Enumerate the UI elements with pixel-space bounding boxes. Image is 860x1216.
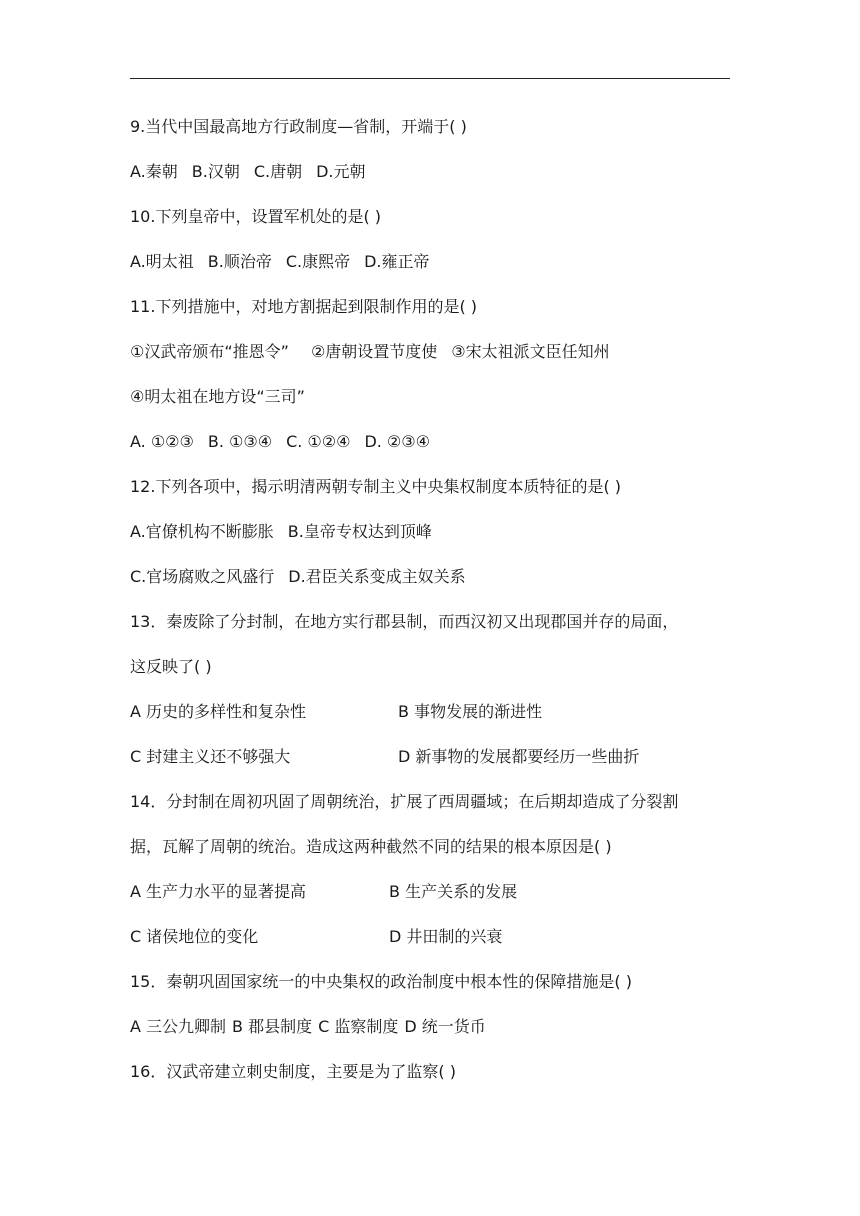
question-15-stem: 15．秦朝巩固国家统一的中央集权的政治制度中根本性的保障措施是( )	[130, 972, 632, 991]
option-a: A.明太祖	[130, 252, 194, 271]
question-15-options	[130, 1012, 730, 1057]
question-11-options	[130, 427, 730, 472]
option-a: A. ①②③	[130, 432, 194, 451]
header-rule	[130, 78, 730, 79]
question-12-options-row-1	[130, 517, 730, 562]
question-10-stem: 10.下列皇帝中，设置军机处的是( )	[130, 207, 382, 226]
option-d: D 新事物的发展都要经历一些曲折	[398, 747, 640, 766]
item-1: ①汉武帝颁布“推恩令”	[130, 342, 289, 361]
option-b: B 郡县制度	[232, 1017, 313, 1036]
question-12-options-row-2	[130, 562, 730, 607]
option-c: C 封建主义还不够强大	[130, 747, 291, 766]
option-d: D. ②③④	[364, 432, 430, 451]
question-9-options	[130, 157, 730, 202]
item-2: ②唐朝设置节度使	[310, 342, 438, 361]
question-13-stem-line-2: 这反映了( )	[130, 657, 212, 676]
option-d: D.君臣关系变成主奴关系	[288, 567, 466, 586]
option-a: A.官僚机构不断膨胀	[130, 522, 274, 541]
option-b: B.皇帝专权达到顶峰	[287, 522, 432, 541]
question-9-stem: 9.当代中国最高地方行政制度—省制，开端于( )	[130, 117, 467, 136]
option-a: A.秦朝	[130, 162, 178, 181]
question-14-stem-line-1: 14．分封制在周初巩固了周朝统治，扩展了西周疆域；在后期却造成了分裂割	[130, 792, 679, 811]
question-12-stem: 12.下列各项中，揭示明清两朝专制主义中央集权制度本质特征的是( )	[130, 477, 622, 496]
option-a: A 生产力水平的显著提高	[130, 882, 307, 901]
question-13-options-row-1	[130, 697, 730, 742]
option-b: B 事物发展的渐进性	[398, 702, 543, 721]
option-c: C.唐朝	[253, 162, 303, 181]
option-b: B.顺治帝	[207, 252, 272, 271]
option-c: C.官场腐败之风盛行	[130, 567, 275, 586]
option-a: A 历史的多样性和复杂性	[130, 702, 307, 721]
question-11-stem: 11.下列措施中，对地方割据起到限制作用的是( )	[130, 297, 478, 316]
question-list	[130, 112, 730, 1102]
option-d: D.雍正帝	[364, 252, 430, 271]
question-14-options-row-1	[130, 877, 730, 922]
option-c: C 诸侯地位的变化	[130, 927, 259, 946]
option-d: D.元朝	[316, 162, 366, 181]
question-11-items	[130, 337, 730, 382]
option-b: B.汉朝	[191, 162, 240, 181]
option-c: C.康熙帝	[285, 252, 351, 271]
option-c: C 监察制度	[318, 1017, 399, 1036]
option-b: B. ①③④	[207, 432, 273, 451]
question-14-stem-line-2: 据，瓦解了周朝的统治。造成这两种截然不同的结果的根本原因是( )	[130, 837, 612, 856]
question-13-stem-line-1: 13．秦废除了分封制，在地方实行郡县制，而西汉初又出现郡国并存的局面，	[130, 612, 679, 631]
option-d: D 统一货币	[404, 1017, 486, 1036]
question-11-item-4: ④明太祖在地方设“三司”	[130, 387, 305, 406]
question-10-options	[130, 247, 730, 292]
option-d: D 井田制的兴衰	[389, 927, 503, 946]
option-a: A 三公九卿制	[130, 1017, 227, 1036]
option-b: B 生产关系的发展	[389, 882, 518, 901]
question-13-options-row-2	[130, 742, 730, 787]
option-c: C. ①②④	[286, 432, 351, 451]
question-14-options-row-2	[130, 922, 730, 967]
question-16-stem: 16．汉武帝建立刺史制度，主要是为了监察( )	[130, 1062, 456, 1081]
item-3: ③宋太祖派文臣任知州	[451, 342, 610, 361]
